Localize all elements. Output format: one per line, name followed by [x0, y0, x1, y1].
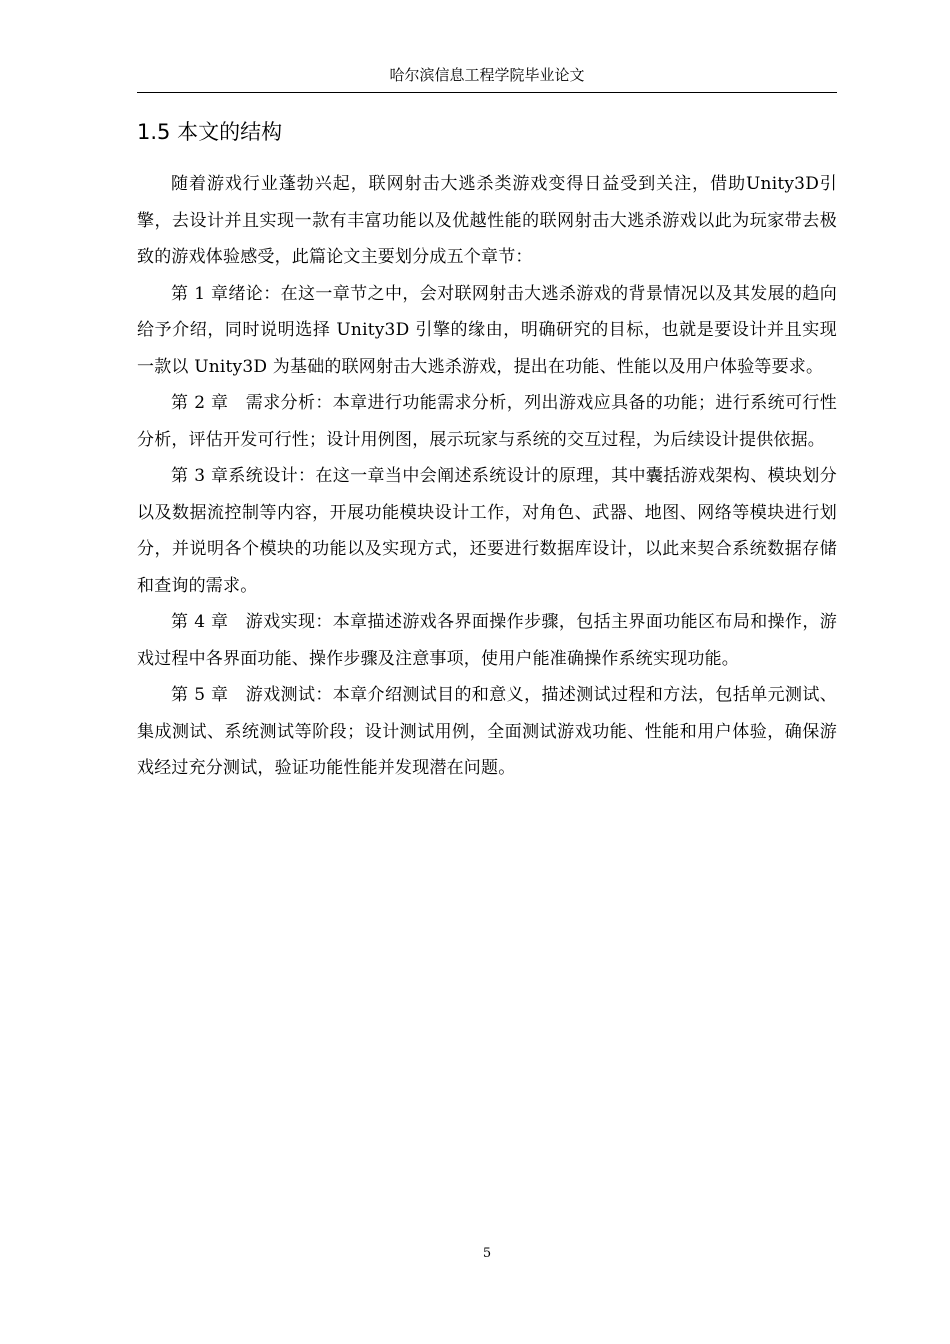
section-title: 1.5 本文的结构 [137, 120, 283, 144]
chapter-2-paragraph: 第 2 章 需求分析：本章进行功能需求分析，列出游戏应具备的功能；进行系统可行性分析，评估开发可行性；设计用例图，展示玩家与系统的交互过程，为后续设计提供依据。 [137, 393, 837, 450]
running-header: 哈尔滨信息工程学院毕业论文 [389, 66, 585, 84]
intro-paragraph: 随着游戏行业蓬勃兴起，联网射击大逃杀类游戏变得日益受到关注，借助Unity3D引擎，去设计并且实现一款有丰富功能以及优越性能的联网射击大逃杀游戏以此为玩家带去极致的游戏体验感受，此篇论文主要划分成五个章节： [137, 174, 837, 267]
chapter-4-paragraph: 第 4 章 游戏实现：本章描述游戏各界面操作步骤，包括主界面功能区布局和操作，游戏过程中各界面功能、操作步骤及注意事项，使用户能准确操作系统实现功能。 [137, 612, 837, 669]
chapter-5-paragraph: 第 5 章 游戏测试：本章介绍测试目的和意义，描述测试过程和方法，包括单元测试、集成测试、系统测试等阶段；设计测试用例，全面测试游戏功能、性能和用户体验，确保游戏经过充分测试，验证功能性能并发现潜在问题。 [137, 685, 837, 778]
page-number: 5 [482, 1246, 492, 1261]
header-divider [137, 92, 837, 93]
chapter-1-paragraph: 第 1 章绪论：在这一章节之中，会对联网射击大逃杀游戏的背景情况以及其发展的趋向给予介绍，同时说明选择 Unity3D 引擎的缘由，明确研究的目标，也就是要设计并且实现一款以 Unity3D 为基础的联网射击大逃杀游戏，提出在功能、性能以及用户体验等要求。 [137, 283, 837, 377]
chapter-3-paragraph: 第 3 章系统设计：在这一章当中会阐述系统设计的原理，其中囊括游戏架构、模块划分以及数据流控制等内容，开展功能模块设计工作，对角色、武器、地图、网络等模块进行划分，并说明各个模块的功能以及实现方式，还要进行数据库设计，以此来契合系统数据存储和查询的需求。 [137, 466, 837, 596]
body-text [137, 166, 837, 787]
